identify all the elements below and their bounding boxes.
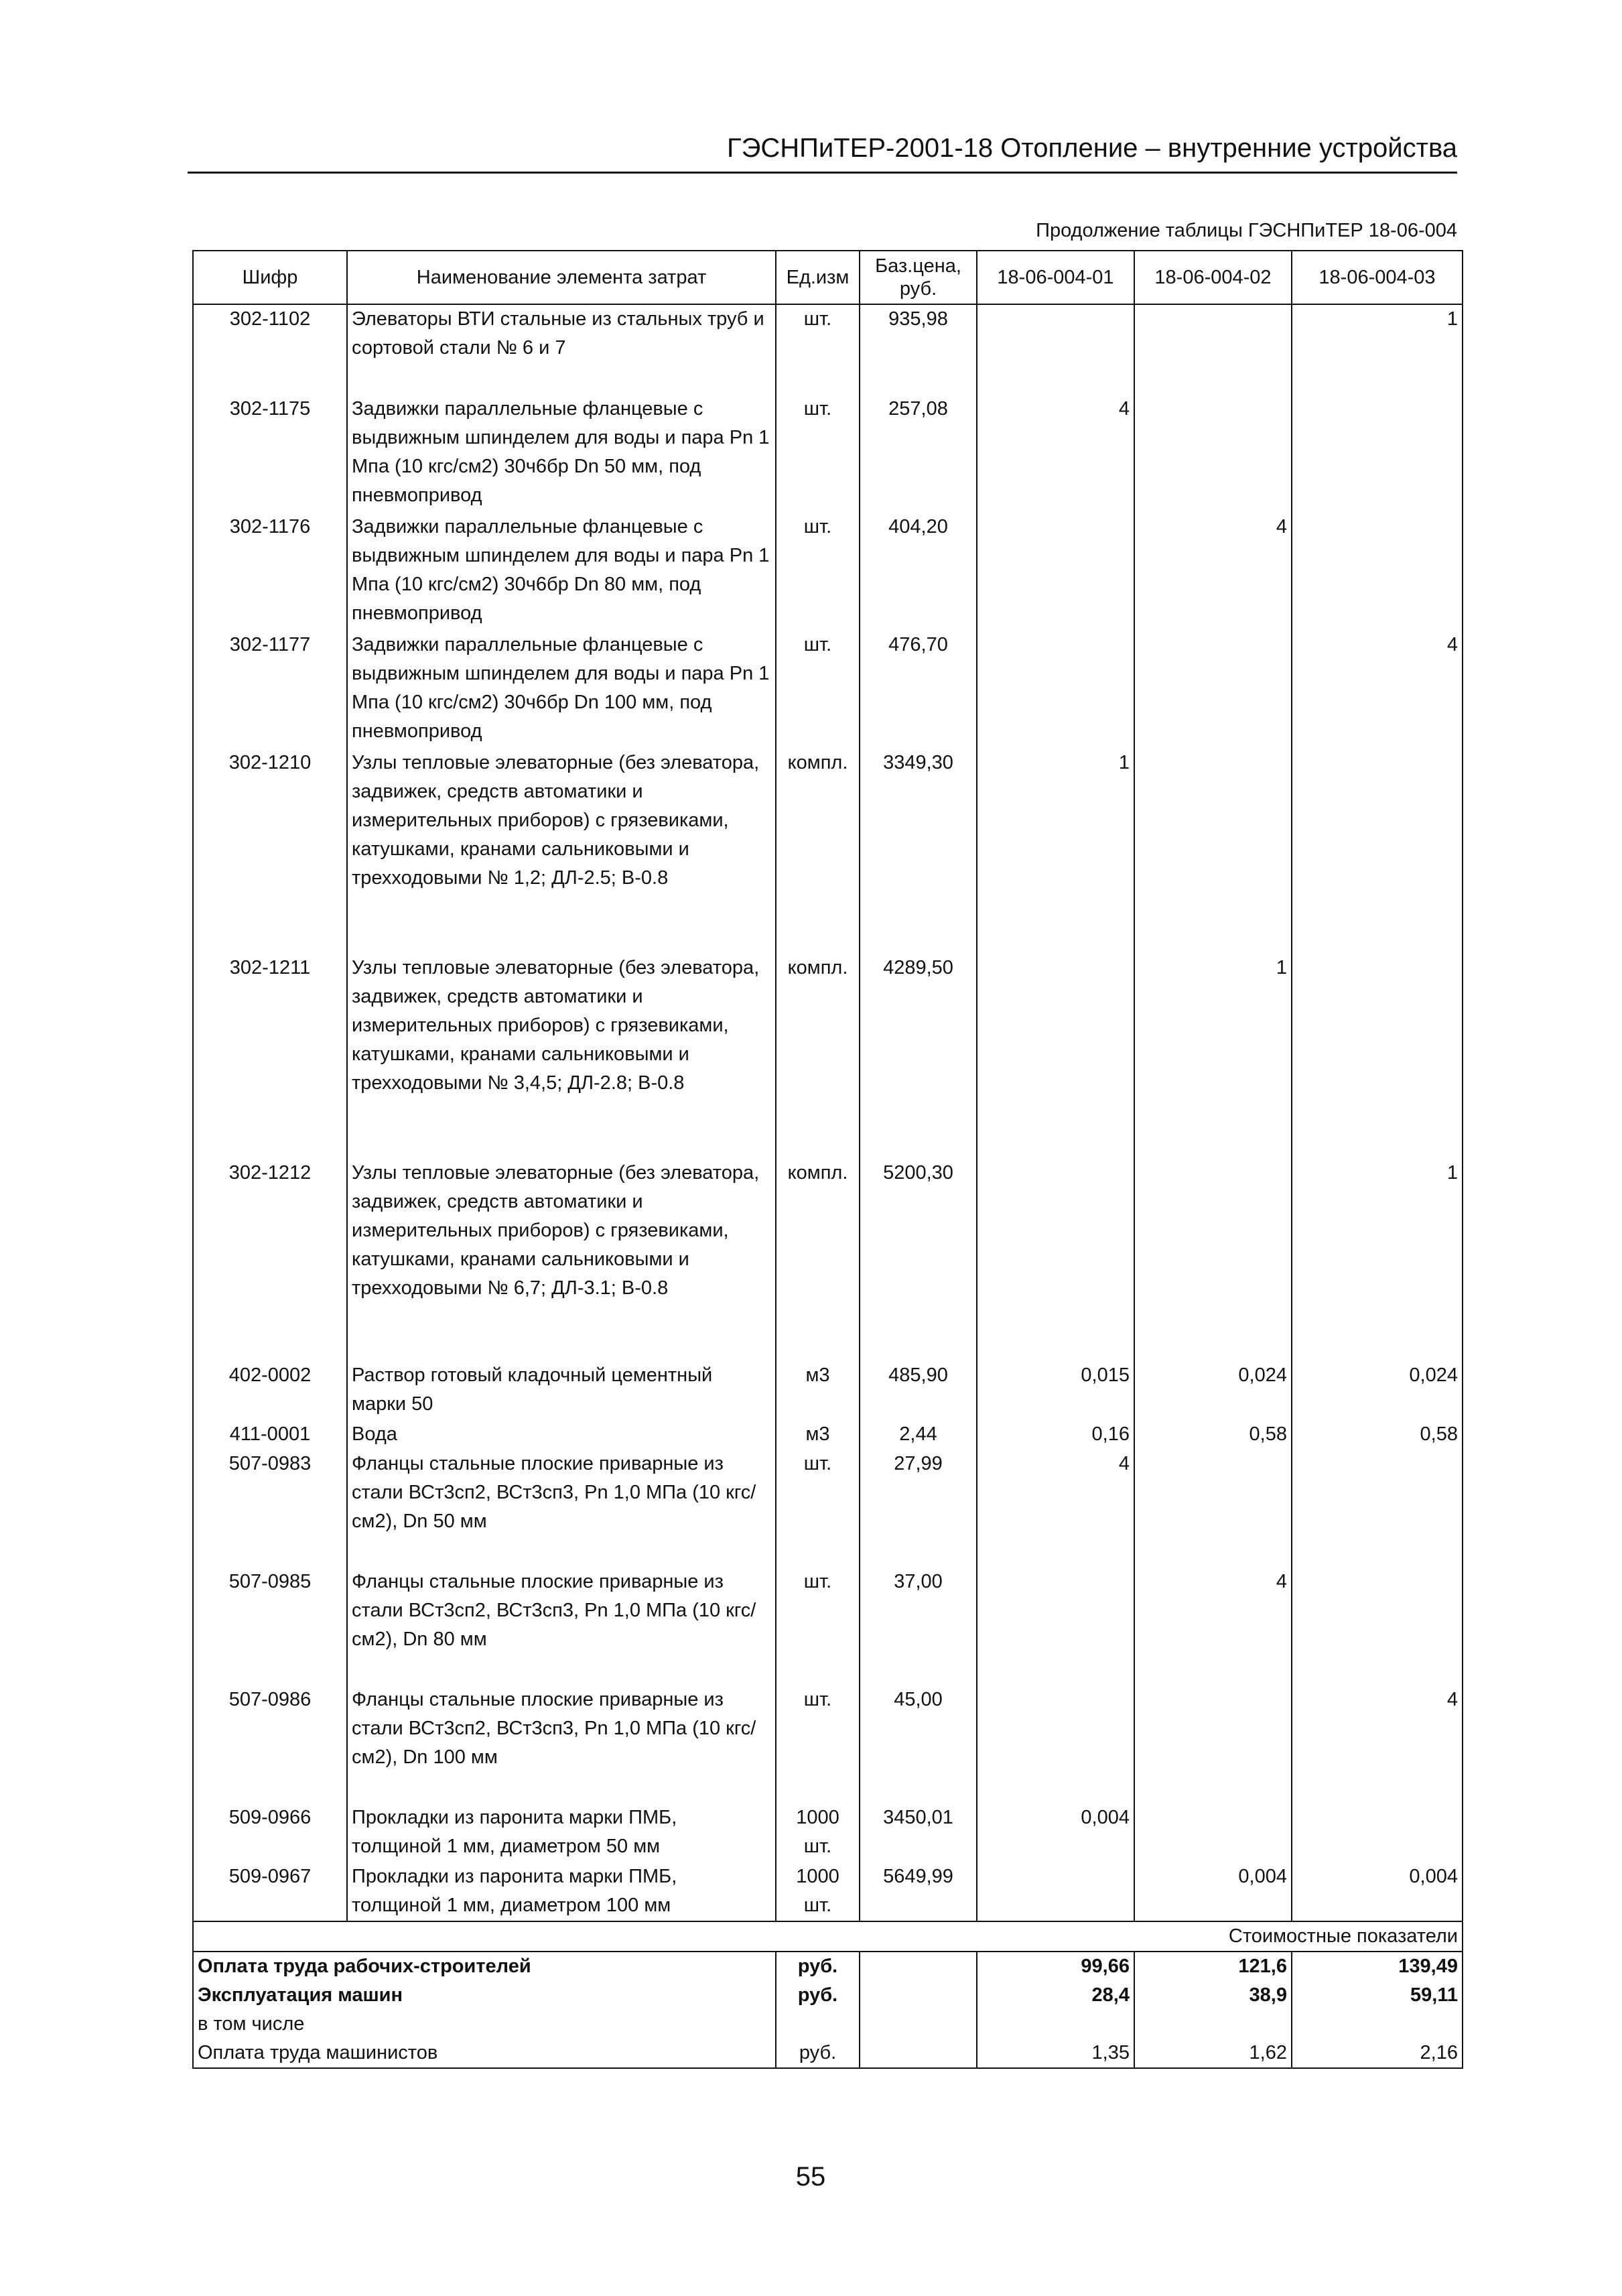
row-name: Узлы тепловые элеваторные (без элеватора, задвижек, средств автоматики и измерительных приборов) с грязевиками, катушками, кранами сальниковыми и трехходовыми № 1,2; ДЛ-2.5; В-0.8 [347,749,776,954]
table-row [193,1803,1463,1862]
row-code: 302-1176 [193,513,347,631]
table-header-row [193,251,1463,304]
row-unit: шт. [776,304,860,395]
row-value-1 [977,1862,1134,1921]
cost-row [193,2010,1463,2039]
row-value-2 [1134,1450,1292,1568]
cost-value-2: 1,62 [1134,2039,1292,2068]
row-price: 257,08 [860,395,977,513]
row-price: 4289,50 [860,954,977,1159]
cost-empty-cell [860,2039,977,2068]
row-price: 3450,01 [860,1803,977,1862]
resource-table [192,250,1463,2069]
cost-empty-cell [860,1952,977,1981]
row-code: 302-1212 [193,1159,347,1361]
row-value-2: 0,024 [1134,1361,1292,1420]
row-value-1: 0,015 [977,1361,1134,1420]
row-unit: компл. [776,954,860,1159]
row-value-1 [977,1685,1134,1803]
row-price: 45,00 [860,1685,977,1803]
row-unit: шт. [776,513,860,631]
table-row [193,1159,1463,1361]
row-name: Прокладки из паронита марки ПМБ, толщиной 1 мм, диаметром 50 мм [347,1803,776,1862]
row-price: 485,90 [860,1361,977,1420]
row-name: Задвижки параллельные фланцевые с выдвижным шпинделем для воды и пара Рn 1 Мпа (10 кгс/см2) 30ч6бр Dn 50 мм, под пневмопривод [347,395,776,513]
row-price: 27,99 [860,1450,977,1568]
row-code: 302-1210 [193,749,347,954]
table-row [193,304,1463,395]
row-code: 302-1211 [193,954,347,1159]
row-value-3: 4 [1292,1685,1463,1803]
document-header [188,131,1457,174]
row-value-2: 0,58 [1134,1420,1292,1450]
column-header-price: Баз.цена, руб. [860,251,977,304]
cost-section-header-row [193,1921,1463,1952]
row-value-3 [1292,1450,1463,1568]
cost-row [193,1952,1463,1981]
row-name: Задвижки параллельные фланцевые с выдвижным шпинделем для воды и пара Рn 1 Мпа (10 кгс/см2) 30ч6бр Dn 100 мм, под пневмопривод [347,631,776,749]
row-value-1: 4 [977,1450,1134,1568]
row-unit: шт. [776,1450,860,1568]
cost-value-3 [1292,2010,1463,2039]
row-code: 507-0985 [193,1568,347,1685]
row-value-3 [1292,749,1463,954]
row-price: 3349,30 [860,749,977,954]
row-value-3 [1292,1568,1463,1685]
row-name: Вода [347,1420,776,1450]
cost-value-1: 28,4 [977,1981,1134,2010]
cost-value-3: 139,49 [1292,1952,1463,1981]
row-code: 507-0983 [193,1450,347,1568]
row-unit: 1000 шт. [776,1803,860,1862]
column-header-18-06-004-02: 18-06-004-02 [1134,251,1292,304]
cost-unit: руб. [776,2039,860,2068]
cost-value-1: 99,66 [977,1952,1134,1981]
table-row [193,513,1463,631]
row-value-2: 4 [1134,1568,1292,1685]
row-value-2 [1134,1803,1292,1862]
row-name: Фланцы стальные плоские приварные из стали ВСт3сп2, ВСт3сп3, Рn 1,0 МПа (10 кгс/см2), Dn 80 мм [347,1568,776,1685]
row-value-3 [1292,1803,1463,1862]
table-row [193,1450,1463,1568]
table-row [193,1420,1463,1450]
column-header-name: Наименование элемента затрат [347,251,776,304]
cost-section-header: Стоимостные показатели [193,1921,1463,1952]
row-value-2 [1134,395,1292,513]
row-code: 509-0966 [193,1803,347,1862]
cost-unit: руб. [776,1981,860,2010]
row-value-2: 1 [1134,954,1292,1159]
row-value-3 [1292,395,1463,513]
row-value-1 [977,954,1134,1159]
table-row [193,749,1463,954]
row-name: Раствор готовый кладочный цементный марки 50 [347,1361,776,1420]
row-name: Узлы тепловые элеваторные (без элеватора, задвижек, средств автоматики и измерительных приборов) с грязевиками, катушками, кранами сальниковыми и трехходовыми № 3,4,5; ДЛ-2.8; В-0.8 [347,954,776,1159]
row-name: Узлы тепловые элеваторные (без элеватора, задвижек, средств автоматики и измерительных приборов) с грязевиками, катушками, кранами сальниковыми и трехходовыми № 6,7; ДЛ-3.1; В-0.8 [347,1159,776,1361]
row-price: 5649,99 [860,1862,977,1921]
cost-empty-cell [860,1981,977,2010]
table-row [193,1862,1463,1921]
column-header-unit: Ед.изм [776,251,860,304]
row-code: 507-0986 [193,1685,347,1803]
row-code: 402-0002 [193,1361,347,1420]
row-unit: м3 [776,1361,860,1420]
row-code: 509-0967 [193,1862,347,1921]
row-value-3: 1 [1292,1159,1463,1361]
row-price: 404,20 [860,513,977,631]
resource-rows [193,304,1463,2068]
row-unit: шт. [776,395,860,513]
row-value-1 [977,1159,1134,1361]
row-value-2 [1134,1685,1292,1803]
cost-value-3: 2,16 [1292,2039,1463,2068]
row-value-3: 0,58 [1292,1420,1463,1450]
cost-value-1 [977,2010,1134,2039]
row-value-2: 0,004 [1134,1862,1292,1921]
row-name: Задвижки параллельные фланцевые с выдвижным шпинделем для воды и пара Рn 1 Мпа (10 кгс/см2) 30ч6бр Dn 80 мм, под пневмопривод [347,513,776,631]
row-price: 476,70 [860,631,977,749]
row-code: 411-0001 [193,1420,347,1450]
row-value-2: 4 [1134,513,1292,631]
row-value-1 [977,304,1134,395]
row-value-1: 0,16 [977,1420,1134,1450]
cost-label: Оплата труда рабочих-строителей [193,1952,776,1981]
cost-unit: руб. [776,1952,860,1981]
table-continuation-caption: Продолжение таблицы ГЭСНПиТЕР 18-06-004 [1036,220,1457,241]
row-code: 302-1177 [193,631,347,749]
row-price: 5200,30 [860,1159,977,1361]
row-value-1: 0,004 [977,1803,1134,1862]
cost-value-1: 1,35 [977,2039,1134,2068]
row-value-1 [977,513,1134,631]
page-number: 55 [795,2162,826,2191]
row-value-1 [977,1568,1134,1685]
row-value-2 [1134,631,1292,749]
row-unit: шт. [776,631,860,749]
table-row [193,1568,1463,1685]
row-value-2 [1134,749,1292,954]
table-row [193,631,1463,749]
row-name: Фланцы стальные плоские приварные из стали ВСт3сп2, ВСт3сп3, Рn 1,0 МПа (10 кгс/см2), Dn 100 мм [347,1685,776,1803]
cost-label: Оплата труда машинистов [193,2039,776,2068]
row-name: Прокладки из паронита марки ПМБ, толщиной 1 мм, диаметром 100 мм [347,1862,776,1921]
row-unit: 1000 шт. [776,1862,860,1921]
row-unit: шт. [776,1568,860,1685]
row-value-1: 4 [977,395,1134,513]
row-code: 302-1102 [193,304,347,395]
row-name: Элеваторы ВТИ стальные из стальных труб и сортовой стали № 6 и 7 [347,304,776,395]
row-value-3: 0,024 [1292,1361,1463,1420]
row-price: 2,44 [860,1420,977,1450]
row-unit: шт. [776,1685,860,1803]
row-unit: м3 [776,1420,860,1450]
table-row [193,954,1463,1159]
row-unit: компл. [776,749,860,954]
row-value-3: 1 [1292,304,1463,395]
document-title: ГЭСНПиТЕР-2001-18 Отопление – внутренние устройства [726,133,1457,163]
table-row [193,1361,1463,1420]
table-row [193,1685,1463,1803]
cost-row [193,1981,1463,2010]
column-header-code: Шифр [193,251,347,304]
column-header-18-06-004-01: 18-06-004-01 [977,251,1134,304]
row-price: 37,00 [860,1568,977,1685]
cost-label: в том числе [193,2010,776,2039]
row-value-2 [1134,1159,1292,1361]
cost-unit [776,2010,860,2039]
row-value-3 [1292,954,1463,1159]
cost-empty-cell [860,2010,977,2039]
table-row [193,395,1463,513]
row-value-3 [1292,513,1463,631]
cost-value-3: 59,11 [1292,1981,1463,2010]
row-value-1: 1 [977,749,1134,954]
row-value-2 [1134,304,1292,395]
row-value-3: 0,004 [1292,1862,1463,1921]
row-value-1 [977,631,1134,749]
row-code: 302-1175 [193,395,347,513]
row-name: Фланцы стальные плоские приварные из стали ВСт3сп2, ВСт3сп3, Рn 1,0 МПа (10 кгс/см2), Dn 50 мм [347,1450,776,1568]
cost-value-2: 38,9 [1134,1981,1292,2010]
cost-label: Эксплуатация машин [193,1981,776,2010]
row-value-3: 4 [1292,631,1463,749]
row-unit: компл. [776,1159,860,1361]
cost-value-2: 121,6 [1134,1952,1292,1981]
column-header-18-06-004-03: 18-06-004-03 [1292,251,1463,304]
row-price: 935,98 [860,304,977,395]
cost-value-2 [1134,2010,1292,2039]
cost-row [193,2039,1463,2068]
